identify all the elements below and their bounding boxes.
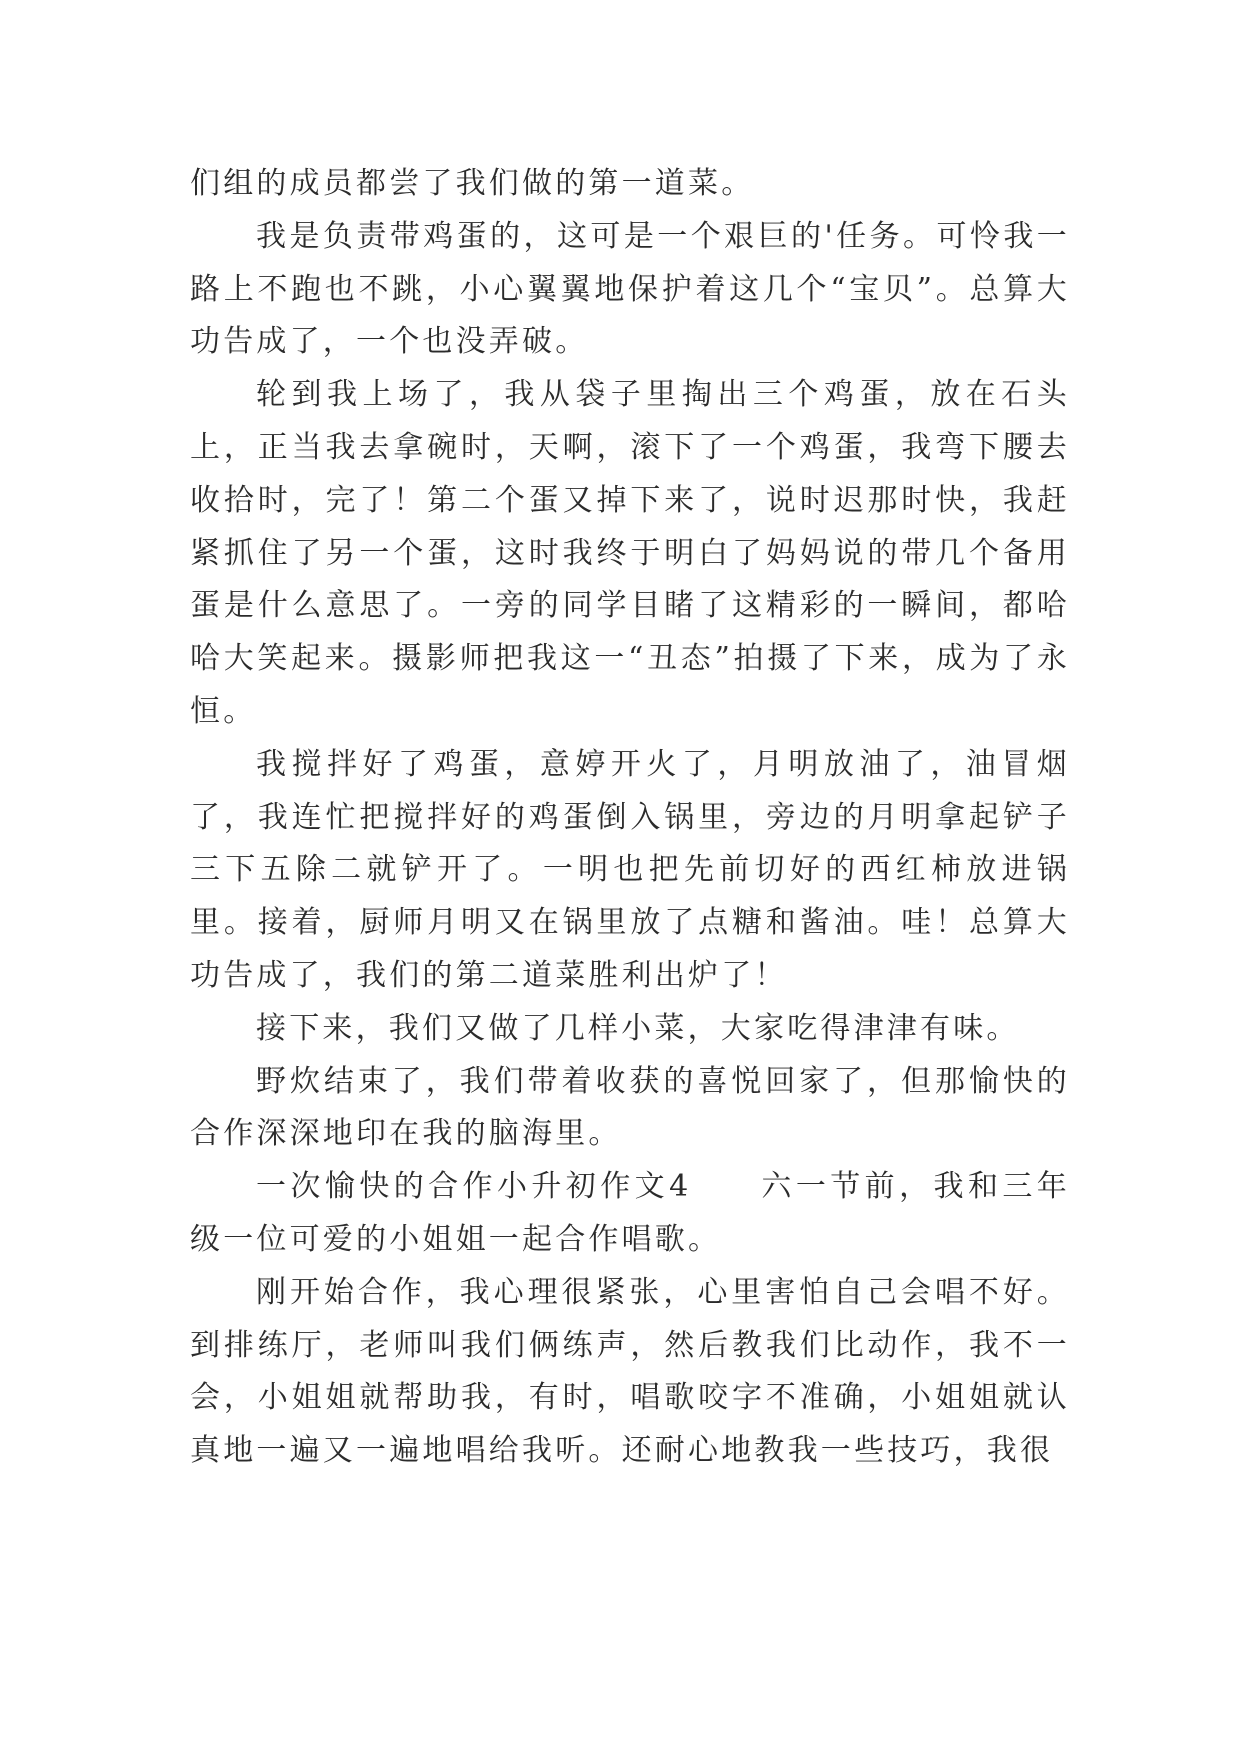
paragraph: 我搅拌好了鸡蛋，意婷开火了，月明放油了，油冒烟了，我连忙把搅拌好的鸡蛋倒入锅里，旁边的月明拿起铲子三下五除二就铲开了。一明也把先前切好的西红柿放进锅里。接着，厨师月明又在锅里放了点糖和酱油。哇！总算大功告成了，我们的第二道菜胜利出炉了！: [190, 746, 1070, 993]
paragraph: 接下来，我们又做了几样小菜，大家吃得津津有味。: [256, 1010, 1020, 1046]
essay-body: [190, 158, 1070, 1478]
paragraph-section-title: 一次愉快的合作小升初作文4 六一节前，我和三年级一位可爱的小姐姐一起合作唱歌。: [190, 1169, 1070, 1257]
paragraph: 野炊结束了，我们带着收获的喜悦回家了，但那愉快的合作深深地印在我的脑海里。: [190, 1063, 1070, 1152]
paragraph: 刚开始合作，我心理很紧张，心里害怕自己会唱不好。到排练厅，老师叫我们俩练声，然后教我们比动作，我不一会，小姐姐就帮助我，有时，唱歌咬字不准确，小姐姐就认真地一遍又一遍地唱给我听。还耐心地教我一些技巧，我很: [190, 1274, 1070, 1469]
paragraph: 轮到我上场了，我从袋子里掏出三个鸡蛋，放在石头上，正当我去拿碗时，天啊，滚下了一个鸡蛋，我弯下腰去收拾时，完了！第二个蛋又掉下来了，说时迟那时快，我赶紧抓住了另一个蛋，这时我终于明白了妈妈说的带几个备用蛋是什么意思了。一旁的同学目睹了这精彩的一瞬间，都哈哈大笑起来。摄影师把我这一“丑态”拍摄了下来，成为了永恒。: [190, 377, 1070, 729]
paragraph: 我是负责带鸡蛋的，这可是一个艰巨的'任务。可怜我一路上不跑也不跳，小心翼翼地保护着这几个“宝贝”。总算大功告成了，一个也没弄破。: [190, 218, 1070, 360]
paragraph-continuation: 们组的成员都尝了我们做的第一道菜。: [190, 166, 755, 201]
